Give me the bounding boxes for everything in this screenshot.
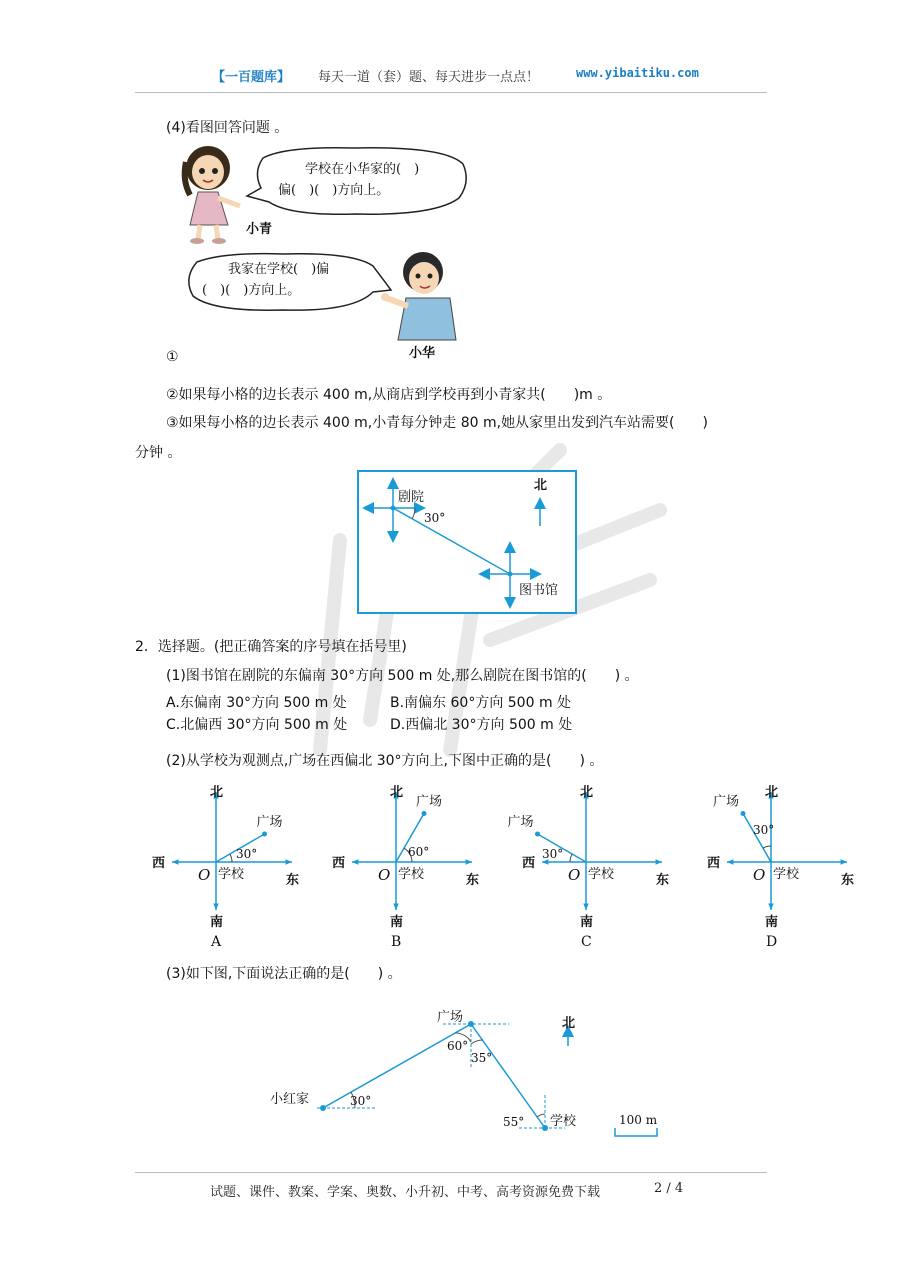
angle-label: 30° (542, 847, 564, 861)
south-label: 南 (580, 915, 594, 930)
school-label: 学校 (398, 867, 425, 882)
angle-label: 60° (408, 845, 430, 859)
q4-item3-line1: ③如果每小格的边长表示 400 m,小青每分钟走 80 m,她从家里出发到汽车站需要( ) (166, 415, 708, 431)
q3-angle-35: 35° (471, 1051, 493, 1065)
north-label: 北 (210, 785, 224, 800)
q3-xiaohong-home-label: 小红家 (270, 1092, 310, 1107)
origin-label: O (568, 866, 581, 884)
option-letter: B (391, 934, 402, 950)
south-arrow-head (393, 904, 398, 910)
header-brand: 【一百题库】 (212, 70, 291, 85)
angle-label: 30° (753, 823, 775, 837)
xiaoqing-bubble-line2: 偏( )( )方向上。 (278, 183, 390, 198)
section2-title: 2．选择题。(把正确答案的序号填在括号里) (135, 639, 407, 655)
footer-text: 试题、课件、教案、学案、奥数、小升初、中考、高考资源免费下载 (210, 1185, 601, 1200)
north-label: 北 (580, 785, 594, 800)
north-label: 北 (390, 785, 404, 800)
plaza-label: 广场 (713, 794, 740, 810)
west-label: 西 (522, 856, 536, 871)
q3-angle-60: 60° (447, 1039, 469, 1053)
option-letter: A (211, 934, 222, 950)
angle-label: 30° (236, 847, 258, 861)
q4-item1: ① (166, 349, 179, 365)
q4-item3-line2: 分钟 。 (135, 445, 182, 461)
q1-stem: (1)图书馆在剧院的东偏南 30°方向 500 m 处,那么剧院在图书馆的( ) 。 (166, 668, 639, 684)
east-arrow-head (841, 859, 847, 864)
plaza-label: 广场 (416, 794, 443, 810)
south-label: 南 (390, 915, 404, 930)
plaza-point (741, 811, 746, 816)
east-arrow-head (656, 859, 662, 864)
q2-diagram-b[interactable] (330, 780, 510, 950)
footer-page-number: 2 / 4 (654, 1181, 684, 1196)
q4-title: (4)看图回答问题 。 (166, 120, 289, 136)
q3-scale-label: 100 m (619, 1113, 658, 1127)
origin-label: O (753, 866, 766, 884)
plaza-point (422, 811, 427, 816)
east-arrow-head (466, 859, 472, 864)
west-label: 西 (152, 856, 166, 871)
plaza-label: 广场 (256, 815, 283, 830)
q1-option-b[interactable]: B.南偏东 60°方向 500 m 处 (390, 695, 572, 711)
south-arrow-head (583, 904, 588, 910)
angle-arc (230, 854, 232, 862)
q4-item2: ②如果每小格的边长表示 400 m,从商店到学校再到小青家共( )m 。 (166, 387, 612, 403)
q2-diagram-d[interactable] (705, 780, 885, 950)
option-letter: D (766, 934, 778, 950)
school-label: 学校 (588, 867, 615, 882)
east-label: 东 (286, 873, 300, 888)
q2-diagram-group (150, 780, 880, 950)
map-angle-label: 30° (424, 511, 446, 525)
angle-arc (763, 846, 771, 848)
q3-school-label: 学校 (550, 1114, 577, 1129)
header-url-link[interactable]: www.yibaitiku.com (576, 66, 699, 80)
q1-option-c[interactable]: C.北偏西 30°方向 500 m 处 (166, 717, 348, 733)
east-label: 东 (656, 873, 670, 888)
west-arrow-head (172, 859, 178, 864)
q1-option-d[interactable]: D.西偏北 30°方向 500 m 处 (390, 717, 573, 733)
header-slogan: 每天一道（套）题、每天进步一点点！ (318, 70, 540, 85)
xiaoqing-bubble-line1: 学校在小华家的( ) (305, 162, 420, 177)
school-label: 学校 (773, 867, 800, 882)
q1-option-a[interactable]: A.东偏南 30°方向 500 m 处 (166, 695, 347, 711)
xiaoqing-girl-illustration (178, 140, 250, 245)
origin-label: O (378, 866, 391, 884)
plaza-ray (743, 814, 771, 862)
origin-label: O (198, 866, 211, 884)
west-label: 西 (707, 856, 721, 871)
angle-arc (570, 854, 572, 862)
west-arrow-head (352, 859, 358, 864)
school-label: 学校 (218, 867, 245, 882)
map-theater-label: 剧院 (398, 490, 425, 505)
q3-angle-55: 55° (503, 1115, 525, 1129)
xiaoqing-name: 小青 (246, 222, 273, 237)
east-label: 东 (841, 873, 855, 888)
south-arrow-head (768, 904, 773, 910)
xiaohua-bubble-line1: 我家在学校( )偏 (228, 262, 330, 277)
xiaohua-boy-illustration (378, 248, 468, 343)
north-label: 北 (765, 785, 779, 800)
xiaohua-name: 小华 (409, 346, 436, 361)
plaza-label: 广场 (507, 815, 534, 830)
west-label: 西 (332, 856, 346, 871)
map-north-label: 北 (534, 478, 548, 493)
q3-north-label: 北 (562, 1016, 576, 1031)
east-label: 东 (466, 873, 480, 888)
xiaohua-bubble-line2: ( )( )方向上。 (202, 283, 301, 298)
footer-divider (135, 1172, 767, 1173)
south-label: 南 (210, 915, 224, 930)
q3-stem: (3)如下图,下面说法正确的是( ) 。 (166, 966, 402, 982)
west-arrow-head (727, 859, 733, 864)
header-divider (135, 92, 767, 93)
q2-diagram-a[interactable] (150, 780, 330, 950)
q3-angle-30: 30° (350, 1094, 372, 1108)
q2-stem: (2)从学校为观测点,广场在西偏北 30°方向上,下图中正确的是( ) 。 (166, 753, 604, 769)
map-library-label: 图书馆 (519, 583, 559, 598)
plaza-point (535, 832, 540, 837)
plaza-point (262, 832, 267, 837)
south-arrow-head (213, 904, 218, 910)
south-label: 南 (765, 915, 779, 930)
option-letter: C (581, 934, 592, 950)
q2-diagram-c[interactable] (507, 780, 700, 950)
q3-plaza-label: 广场 (437, 1010, 464, 1025)
east-arrow-head (286, 859, 292, 864)
